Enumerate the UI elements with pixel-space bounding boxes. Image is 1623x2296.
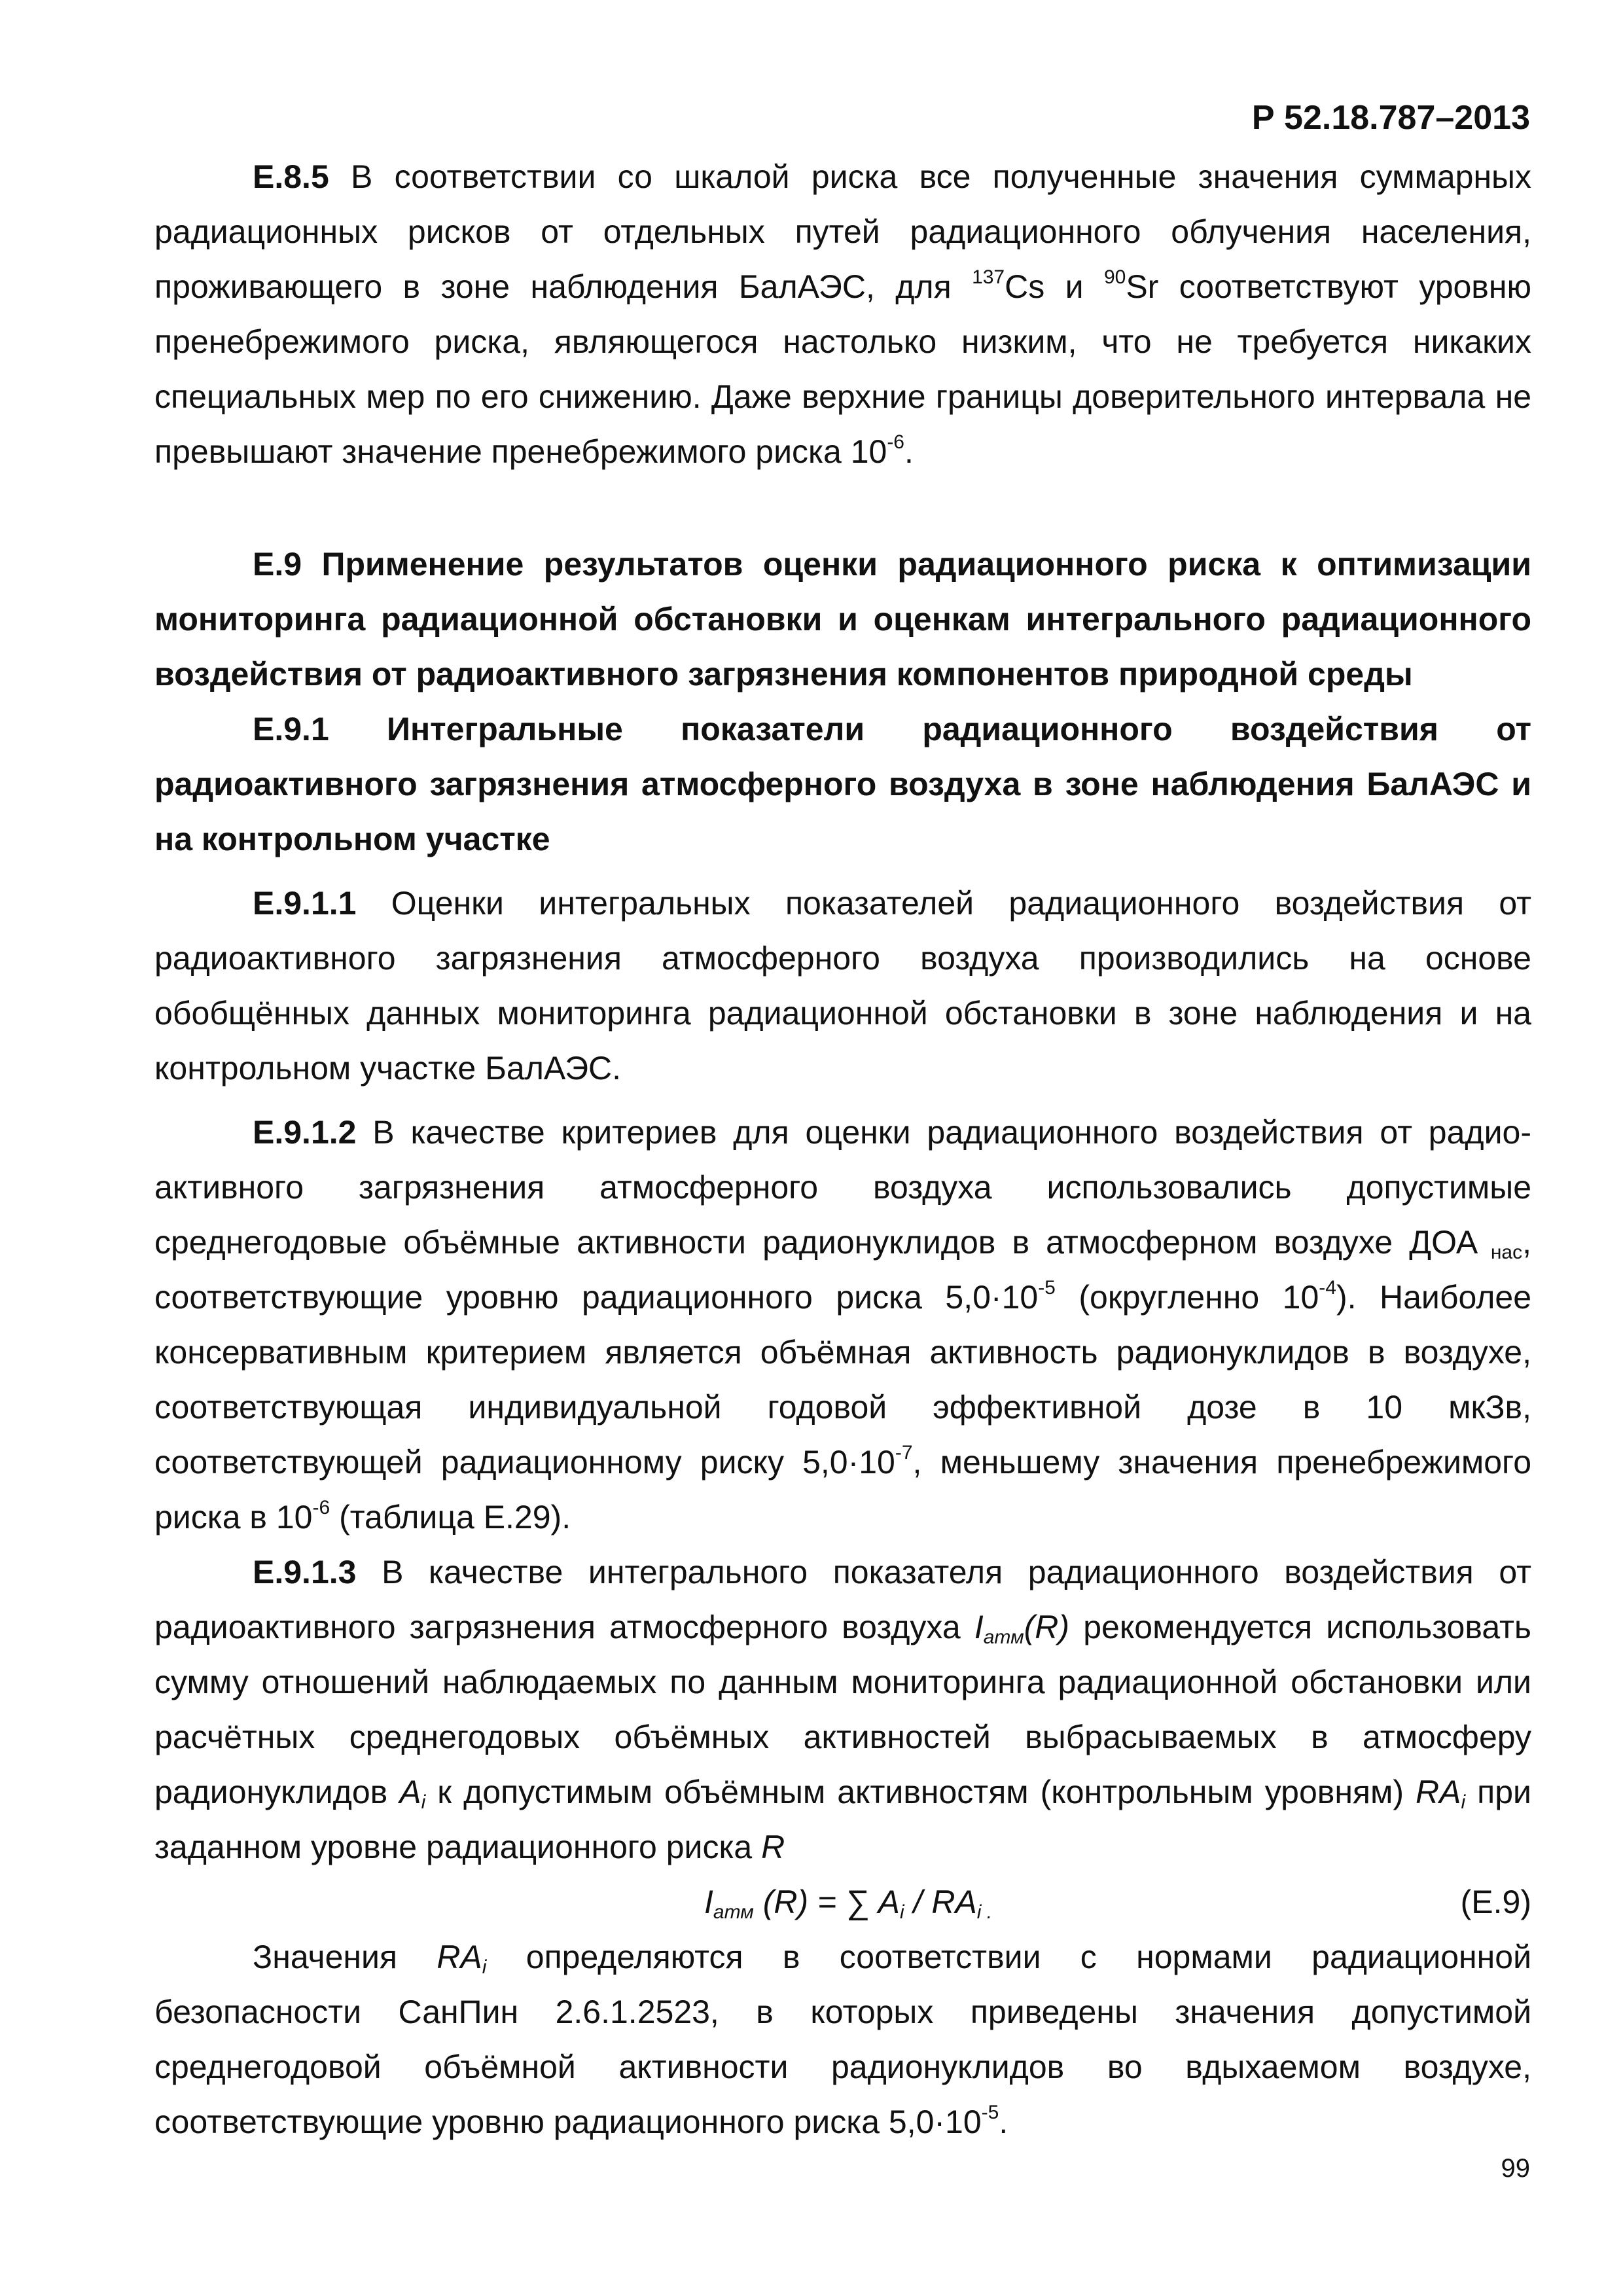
heading-e-9	[154, 537, 1531, 702]
subscript: i	[482, 1956, 487, 1978]
paragraph-e-9-1-3	[154, 1545, 1531, 1874]
paragraph-e-9-1-1	[154, 876, 1531, 1096]
text: (округленно 10	[1055, 1279, 1319, 1316]
clause-number: Е.9.1	[253, 711, 329, 747]
formula-number: (Е.9)	[1460, 1884, 1531, 1920]
text: рекомендуется использовать сумму отношений наблюдаемых по данным мониторинга радиационной обстановки или расчётных среднегодовых объёмных активностей выбрасываемых в атмосферу радионуклидов	[154, 1609, 1531, 1810]
heading-text: Применение результатов оценки радиационного риска к оптимизации мониторинга радиационной обстановки и оценкам интегрального радиационного воздействия от радиоактивного загрязнения компонентов природной среды	[154, 546, 1531, 692]
clause-number: Е.9	[253, 546, 302, 583]
page-number: 99	[1501, 2154, 1530, 2183]
heading-e-9-1	[154, 702, 1531, 867]
document-code: Р 52.18.787–2013	[1251, 99, 1530, 137]
text: (таблица Е.29).	[330, 1499, 571, 1535]
text: .	[999, 2104, 1008, 2140]
subscript: i .	[976, 1901, 993, 1923]
text: Cs и	[1005, 268, 1104, 305]
text: к допустимым объёмным активностям (контрольным уровням)	[425, 1774, 1416, 1810]
exponent: -6	[887, 431, 904, 453]
exponent: -5	[981, 2102, 999, 2123]
clause-number: Е.9.1.1	[253, 885, 357, 922]
formula-symbol: (R) = ∑ A	[753, 1884, 900, 1920]
paragraph-e-9-1-2	[154, 1105, 1531, 1545]
clause-number: Е.8.5	[253, 158, 329, 195]
paragraph-e-8-5	[154, 149, 1531, 479]
subscript: нас	[1478, 1242, 1523, 1263]
symbol: (R)	[1024, 1609, 1070, 1645]
text: Значения	[253, 1939, 437, 1975]
text: В качестве интегрального показателя радиационного воздействия от радиоактивного загрязнения атмосферного воздуха	[154, 1554, 1531, 1645]
superscript: 137	[972, 266, 1005, 288]
exponent: -4	[1319, 1277, 1336, 1299]
subscript: i	[421, 1791, 426, 1813]
subscript: атм	[713, 1901, 754, 1923]
exponent: -7	[895, 1442, 913, 1463]
subscript: атм	[983, 1626, 1024, 1648]
text: , соответствующие уровню радиационного риска 5,0·10	[154, 1224, 1531, 1316]
formula-expression	[704, 1874, 992, 1929]
page-content	[154, 149, 1531, 2149]
text: определяются в соответствии с нормами радиационной безопасности СанПин 2.6.1.2523, в которых приведены значения допустимой среднегодовой объёмной активности радионуклидов во вдыхаемом воздухе, соответствующие уровню радиационного риска 5,0·10	[154, 1939, 1531, 2140]
text: ). Наиболее консервативным критерием является объёмная активность радионуклидов в воздухе, соответствующая индивидуальной годовой эффективной дозе в 10 мкЗв, соответствующей радиационному риску 5,0·10	[154, 1279, 1531, 1480]
exponent: -5	[1038, 1277, 1056, 1299]
text: Оценки интегральных показателей радиационного воздействия от радиоактивного загрязнения атмосферного воздуха производились на основе обобщённых данных мониторинга радиационной обстановки в зоне наблюдения и на контрольном участке БалАЭС.	[154, 885, 1531, 1086]
text: В соответствии со шкалой риска все полученные значения суммарных радиационных рисков от отдельных путей радиационного облучения населения, проживающего в зоне наблюдения БалАЭС, для	[154, 158, 1531, 305]
clause-number: Е.9.1.3	[253, 1554, 357, 1590]
text: при заданном уровне радиационного риска	[154, 1774, 1531, 1865]
text: Sr соответствуют уровню пренебрежимого риска, являющегося настолько низким, что не требуется никаких специальных мер по его снижению. Даже верхние границы доверительного интервала не превышают значение пренебрежимого риска 10	[154, 268, 1531, 470]
formula-symbol: I	[704, 1884, 713, 1920]
symbol: RA	[1416, 1774, 1461, 1810]
symbol: A	[399, 1774, 421, 1810]
text: .	[904, 433, 914, 470]
text: В качестве критериев для оценки радиационного воздействия от радио-активного загрязнения атмосферного воздуха использовались допустимые среднегодовые объёмные активности радионуклидов в атмосферном воздухе ДОА	[154, 1114, 1531, 1261]
subscript: i	[899, 1901, 904, 1923]
subscript: i	[1461, 1791, 1466, 1813]
heading-text: Интегральные показатели радиационного воздействия от радиоактивного загрязнения атмосферного воздуха в зоне наблюдения БалАЭС и на контрольном участке	[154, 711, 1531, 857]
paragraph-ra-values	[154, 1929, 1531, 2149]
symbol: I	[974, 1609, 984, 1645]
clause-number: Е.9.1.2	[253, 1114, 357, 1151]
formula-symbol: / RA	[904, 1884, 977, 1920]
superscript: 90	[1103, 266, 1126, 288]
symbol: R	[761, 1829, 785, 1865]
symbol: RA	[437, 1939, 482, 1975]
formula-e-9	[154, 1874, 1531, 1929]
exponent: -6	[312, 1497, 330, 1518]
text: , меньшему значения пренебрежимого риска в 10	[154, 1444, 1531, 1535]
